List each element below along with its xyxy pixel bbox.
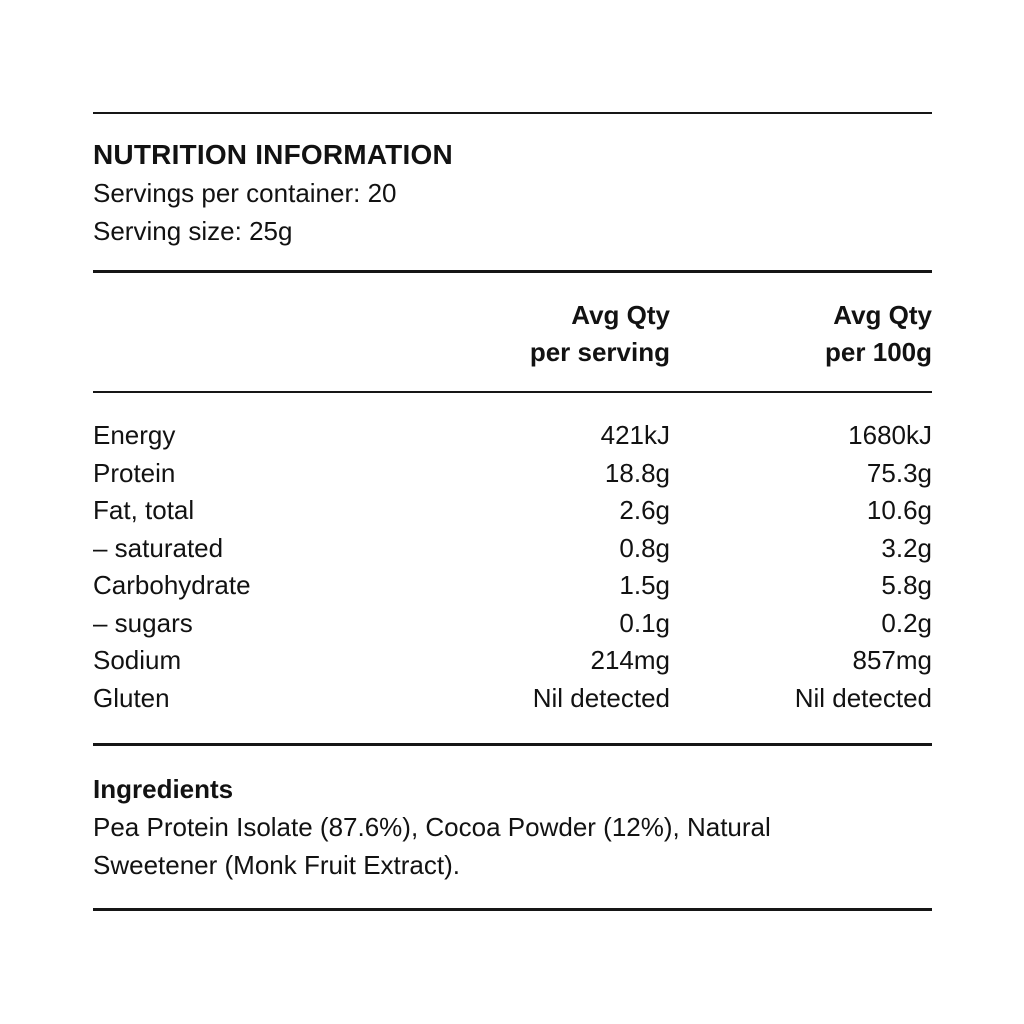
value-per-serving: 2.6g — [619, 495, 670, 525]
value-per-100g: 1680kJ — [848, 420, 932, 450]
serving-size: Serving size: 25g — [93, 216, 293, 246]
ingredients-text: Pea Protein Isolate (87.6%), Cocoa Powder (12%), Natural Sweetener (Monk Fruit Extract). — [93, 812, 771, 880]
value-per-serving: 18.8g — [604, 457, 670, 488]
divider-table-bottom — [93, 743, 932, 746]
divider-bottom — [93, 908, 932, 911]
value-per-100g: 3.2g — [881, 532, 932, 563]
table-row — [93, 492, 932, 530]
column-header-per-100g-line2: per 100g — [825, 337, 932, 367]
value-per-100g: Nil detected — [794, 682, 932, 713]
table-column-headers — [93, 273, 932, 391]
servings-per-container: Servings per container: 20 — [93, 178, 397, 208]
value-per-100g: 10.6g — [866, 495, 932, 525]
nutrient-name: Carbohydrate — [93, 570, 251, 600]
nutrient-name: Sodium — [93, 645, 182, 675]
column-header-per-100g — [670, 297, 932, 371]
value-per-serving: 0.1g — [619, 607, 670, 638]
table-row — [93, 455, 932, 493]
nutrient-name: Energy — [93, 420, 176, 450]
column-header-per-serving-line2: per serving — [529, 337, 670, 367]
value-per-100g: 75.3g — [866, 457, 932, 488]
value-per-serving: Nil detected — [532, 682, 670, 713]
nutrient-name: Gluten — [93, 682, 170, 713]
nutrient-name: – saturated — [93, 532, 224, 563]
table-row — [93, 530, 932, 568]
nutrient-name: Fat, total — [93, 495, 195, 525]
table-row — [93, 680, 932, 718]
nutrition-panel — [93, 112, 932, 911]
value-per-100g: 857mg — [852, 645, 932, 675]
nutrient-name: – sugars — [93, 607, 193, 638]
column-header-per-serving-line1: Avg Qty — [571, 300, 670, 330]
value-per-serving: 1.5g — [619, 570, 670, 600]
ingredients-section — [93, 770, 932, 884]
panel-header — [93, 136, 932, 250]
table-row — [93, 417, 932, 455]
value-per-serving: 0.8g — [619, 532, 670, 563]
nutrient-name: Protein — [93, 457, 176, 488]
value-per-100g: 5.8g — [881, 570, 932, 600]
value-per-100g: 0.2g — [881, 607, 932, 638]
nutrient-table — [93, 393, 932, 743]
table-row — [93, 605, 932, 643]
panel-title: NUTRITION INFORMATION — [93, 139, 453, 170]
column-header-per-serving — [480, 297, 670, 371]
column-header-per-100g-line1: Avg Qty — [833, 300, 932, 330]
value-per-serving: 214mg — [590, 645, 670, 675]
table-row — [93, 642, 932, 680]
value-per-serving: 421kJ — [600, 420, 670, 450]
column-header-spacer — [93, 297, 480, 371]
table-row — [93, 567, 932, 605]
divider-top — [93, 112, 932, 114]
ingredients-heading: Ingredients — [93, 774, 234, 804]
